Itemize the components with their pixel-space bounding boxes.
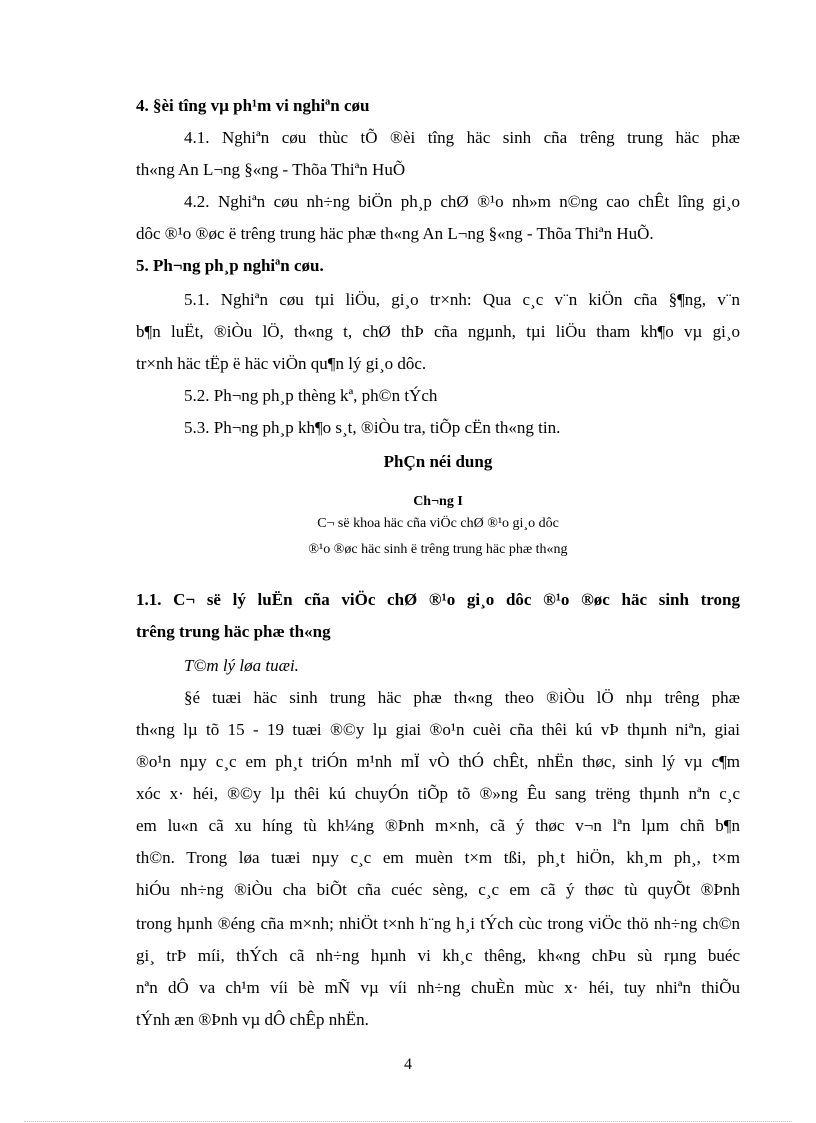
text-line: 5.1. Nghiªn cøu tµi liÖu, gi¸o tr×nh: Qua c¸c v¨n kiÖn cña §¶ng, v¨n	[184, 290, 740, 309]
text-line: gi¸ trÞ míi, thÝch cã nh÷ng hµnh vi kh¸c thêng, kh«ng chÞu sù rµng buéc	[136, 946, 740, 965]
text-line: trong hµnh ®éng cña m×nh; nhiÖt t×nh h¨ng h¸i tÝch cùc trong viÖc thö nh÷ng ch©n	[136, 914, 740, 933]
chapter-title-line: ®¹o ®øc häc sinh ë trêng trung häc phæ th«ng	[308, 542, 568, 557]
text-line: xóc x· héi, ®©y lµ thêi kú chuyÓn tiÕp tõ ®»ng Êu sang trëng thµnh nªn c¸c	[136, 784, 740, 803]
text-line: b¶n luËt, ®iÒu lÖ, th«ng t, chØ thÞ cña ngµnh, tµi liÖu tham kh¶o vµ gi¸o	[136, 322, 740, 341]
text-line: em lu«n cã xu híng tù kh¼ng ®Þnh m×nh, cã ý thøc v¬n lªn lµm chñ b¶n	[136, 816, 740, 835]
chapter-label: Ch¬ng I	[413, 494, 463, 509]
text-line: 5.2. Ph¬ng ph¸p thèng kª, ph©n tÝch	[184, 386, 438, 405]
text-line: dôc ®¹o ®øc ë trêng trung häc phæ th«ng An L¬ng §«ng - Thõa Thiªn HuÕ.	[136, 224, 654, 243]
page-number: 4	[404, 1056, 412, 1073]
text-line: ®o¹n nµy c¸c em ph¸t triÓn m¹nh mÏ vÒ thÓ chÊt, nhËn thøc, sinh lý vµ c¶m	[136, 752, 740, 771]
section-heading-4: 4. §èi tîng vµ ph¹m vi nghiªn cøu	[136, 96, 370, 115]
chapter-title-line: C¬ së khoa häc cña viÖc chØ ®¹o gi¸o dôc	[317, 516, 559, 531]
text-line: th©n. Trong løa tuæi nµy c¸c em muèn t×m tßi, ph¸t hiÖn, kh¸m ph¸, t×m	[136, 848, 740, 867]
section-heading-5: 5. Ph¬ng ph¸p nghiªn cøu.	[136, 256, 324, 275]
text-line: 4.2. Nghiªn cøu nh÷ng biÖn ph¸p chØ ®¹o nh»m n©ng cao chÊt lîng gi¸o	[184, 192, 740, 211]
topic-label: T©m lý løa tuæi.	[184, 656, 299, 675]
text-line: tÝnh æn ®Þnh vµ dÔ chÊp nhËn.	[136, 1010, 369, 1029]
subsection-heading: trêng trung häc phæ th«ng	[136, 622, 331, 641]
part-title: PhÇn néi dung	[383, 452, 493, 471]
subsection-heading: 1.1. C¬ së lý luËn cña viÖc chØ ®¹o gi¸o dôc ®¹o ®øc häc sinh trong	[136, 590, 740, 609]
text-line: 4.1. Nghiªn cøu thùc tÕ ®èi tîng häc sinh cña trêng trung häc phæ	[184, 128, 740, 147]
text-line: nªn dÔ va ch¹m víi bè mÑ vµ víi nh÷ng chuÈn mùc x· héi, tuy nhiªn thiÕu	[136, 978, 740, 997]
text-line: th«ng lµ tõ 15 - 19 tuæi ®©y lµ giai ®o¹n cuèi cña thêi kú vÞ thµnh niªn, giai	[136, 720, 740, 739]
text-line: hiÓu nh÷ng ®iÒu cha biÕt cña cuéc sèng, c¸c em cã ý thøc tù quyÕt ®Þnh	[136, 880, 740, 899]
page-bottom-divider	[24, 1121, 792, 1122]
text-line: th«ng An L¬ng §«ng - Thõa Thiªn HuÕ	[136, 160, 406, 179]
text-line: 5.3. Ph¬ng ph¸p kh¶o s¸t, ®iÒu tra, tiÕp cËn th«ng tin.	[184, 418, 561, 437]
text-line: tr×nh häc tËp ë häc viÖn qu¶n lý gi¸o dôc.	[136, 354, 427, 373]
text-line: §é tuæi häc sinh trung häc phæ th«ng theo ®iÒu lÖ nhµ trêng phæ	[184, 688, 740, 707]
